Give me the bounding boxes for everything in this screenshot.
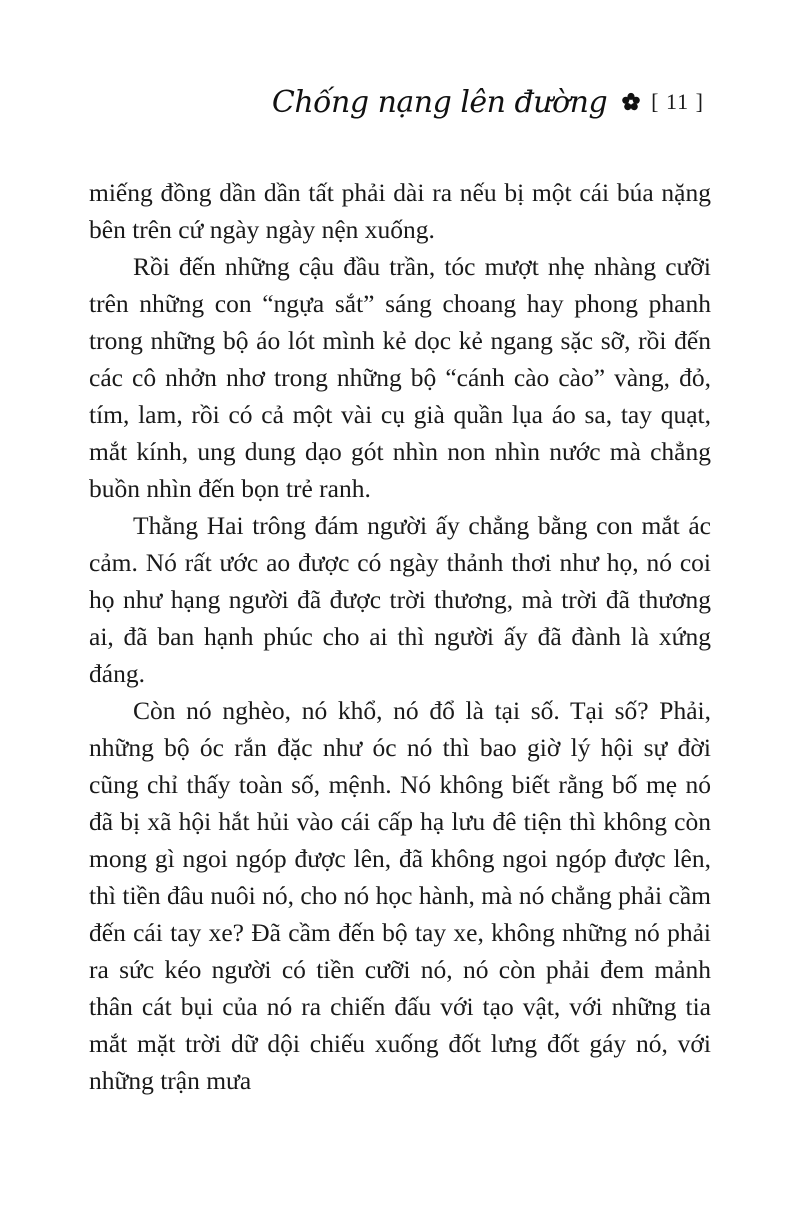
paragraph: Còn nó nghèo, nó khổ, nó đổ là tại số. Tại số? Phải, những bộ óc rắn đặc như óc nó thì bao giờ lý hội sự đời cũng chỉ thấy toàn số, mệnh. Nó không biết rằng bố mẹ nó đã bị xã hội hắt hủi vào cái cấp hạ lưu đê tiện thì không còn mong gì ngoi ngóp được lên, đã không ngoi ngóp được lên, thì tiền đâu nuôi nó, cho nó học hành, mà nó chẳng phải cầm đến cái tay xe? Đã cầm đến bộ tay xe, không những nó phải ra sức kéo người có tiền cưỡi nó, nó còn phải đem mảnh thân cát bụi của nó ra chiến đấu với tạo vật, với những tia mắt mặt trời dữ dội chiếu xuống đốt lưng đốt gáy nó, với những trận mưa xyxy=(89,696,711,1095)
running-header xyxy=(272,80,704,124)
flower-icon xyxy=(621,92,641,112)
paragraph: Rồi đến những cậu đầu trần, tóc mượt nhẹ nhàng cưỡi trên những con “ngựa sắt” sáng choang hay phong phanh trong những bộ áo lót mình kẻ dọc kẻ ngang sặc sỡ, rồi đến các cô nhởn nhơ trong những bộ “cánh cào cào” vàng, đỏ, tím, lam, rồi có cả một vài cụ già quần lụa áo sa, tay quạt, mắt kính, ung dung dạo gót nhìn non nhìn nước mà chẳng buồn nhìn đến bọn trẻ ranh. xyxy=(89,252,711,503)
page-number: [ 11 ] xyxy=(651,89,704,114)
chapter-title: Chống nạng lên đường xyxy=(271,84,608,120)
paragraph: Thằng Hai trông đám người ấy chẳng bằng con mắt ác cảm. Nó rất ước ao được có ngày thảnh thơi như họ, nó coi họ như hạng người đã được trời thương, mà trời đã thương ai, đã ban hạnh phúc cho ai thì người ấy đã đành là xứng đáng. xyxy=(89,511,711,688)
body-text xyxy=(89,174,711,1099)
paragraph-continued: miếng đồng dần dần tất phải dài ra nếu bị một cái búa nặng bên trên cứ ngày ngày nện xuống. xyxy=(89,178,711,244)
